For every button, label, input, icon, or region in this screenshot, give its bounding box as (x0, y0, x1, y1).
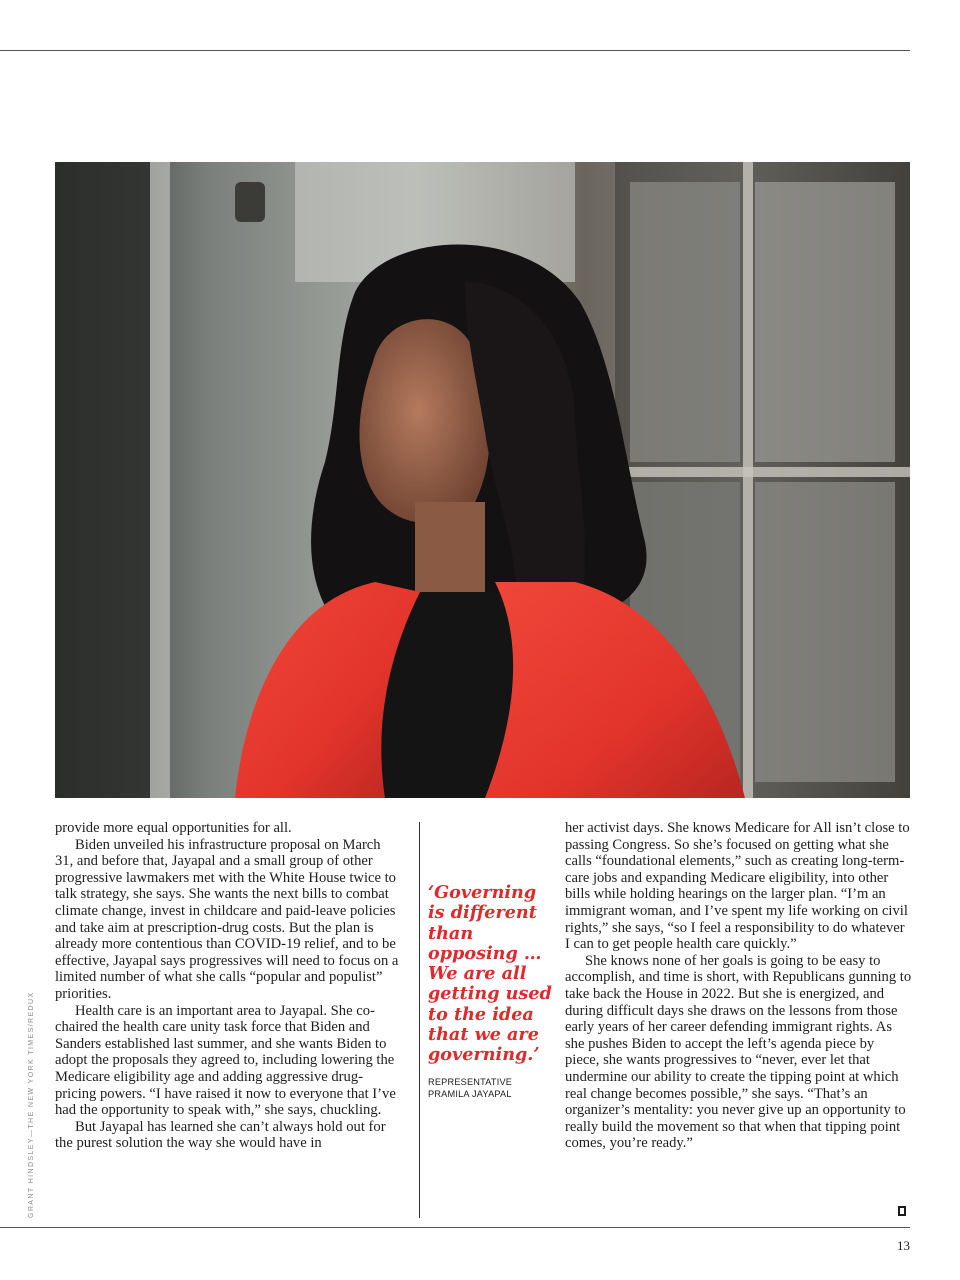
column-divider (419, 822, 420, 1218)
pull-quote-attribution: REPRESENTATIVE PRAMILA JAYAPAL (428, 1076, 513, 1099)
paragraph: But Jayapal has learned she can’t always hold out for the purest solution the way she would have in (55, 1118, 386, 1152)
paragraph: She knows none of her goals is going to be easy to accomplish, and time is short, with Republicans gunning to take back the House in 2022. But she is energized, and during difficult days she draws on the lessons from those early years of her career defending immigrant rights. As she pushes Biden to accept the left’s agenda piece by piece, she wants progressives to “never, ever let that undermine our ability to create the tipping point at which real change becomes possible,” she says. “That’s an organizer’s mentality: you never give up an opportunity to really build the movement so that when that tipping point comes, you’re ready.” (565, 952, 912, 1152)
article-column-left (55, 820, 401, 1152)
portrait-photo-icon (55, 162, 910, 798)
end-mark-icon (898, 1206, 906, 1216)
paragraph: Health care is an important area to Jayapal. She co-chaired the health care unity task force that Biden and Sanders established last summer, and she wants Biden to adopt the proposals they agreed to, including lowering the Medicare eligibility age and adding aggressive drug-pricing powers. “I have raised it now to everyone that I’ve had the opportunity to speak with,” she says, chuckling. (55, 1002, 396, 1119)
paragraph: Biden unveiled his infrastructure proposal on March 31, and before that, Jayapal and a small group of other progressive lawmakers met with the White House twice to talk strategy, she says. She wants the next bills to combat climate change, invest in childcare and paid-leave policies and take aim at prescription-drug costs. But the plan is already more contentious than COVID-19 relief, and to be effective, Jayapal says progressives will need to focus on a limited number of what she calls “popular and populist” priorities. (55, 836, 399, 1002)
bottom-rule (0, 1227, 910, 1228)
article-column-right (565, 820, 912, 1152)
paragraph: provide more equal opportunities for all. (55, 820, 292, 836)
top-rule (0, 50, 910, 51)
paragraph: her activist days. She knows Medicare for All isn’t close to passing Congress. So she’s focused on getting what she calls “foundational elements,” such as creating long-term-care jobs and expanding Medicare eligibility, into other bills while holding hearings on the larger plan. “I’m an immigrant woman, and I’ve spent my life working on civil rights,” she says, “so I feel a responsibility to do whatever I can to get people health care quickly.” (565, 820, 910, 953)
pull-quote-text: ‘Governing is different than opposing … We are all getting used to the idea that we are governing.’ (428, 882, 552, 1066)
article-photo (55, 162, 910, 798)
pull-quote (428, 883, 556, 1100)
page-number: 13 (897, 1238, 910, 1253)
photo-credit: GRANT HINDSLEY—THE NEW YORK TIMES/REDUX (28, 991, 35, 1218)
